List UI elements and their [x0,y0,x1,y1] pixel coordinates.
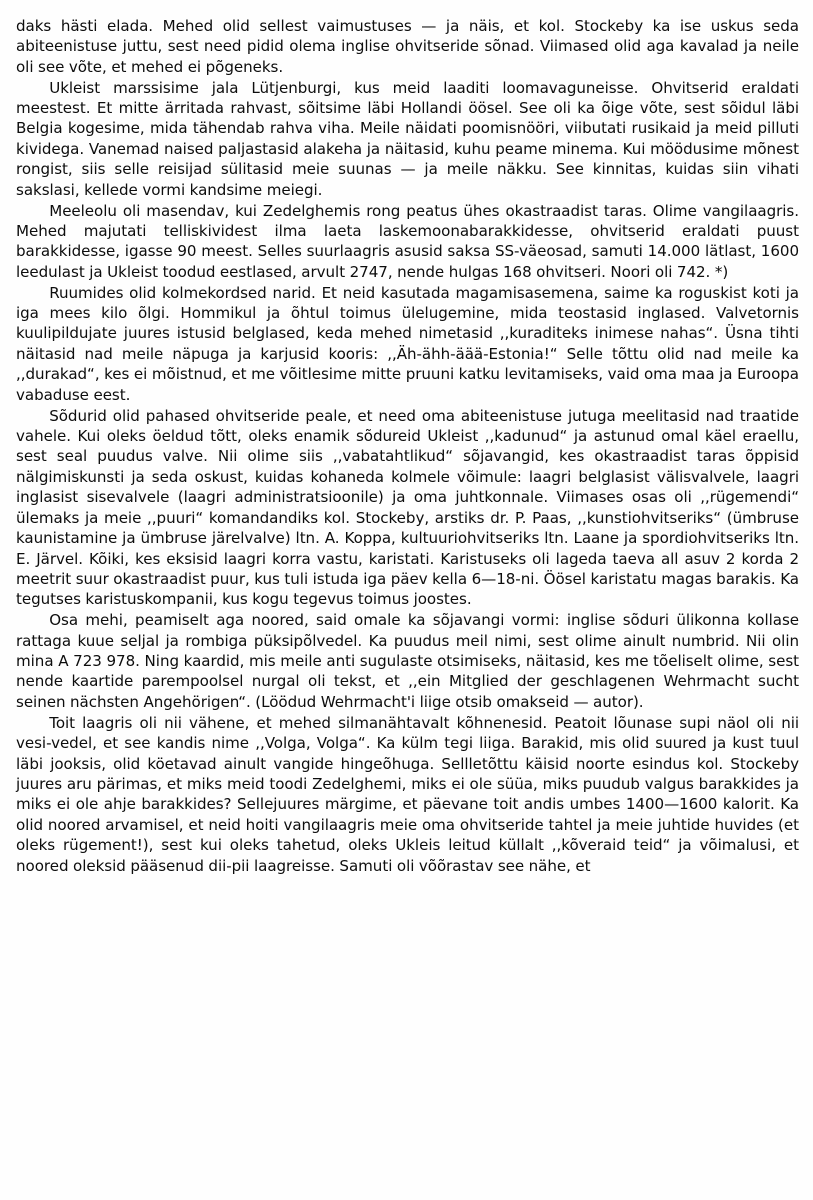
paragraph: Meeleolu oli masendav, kui Zedelghemis rong peatus ühes okastraadist taras. Olime vangilaagris. Mehed majutati telliskividest ilma laeta laskemoonabarakkidesse, ohvitserid eraldati puust barakkidesse, igasse 90 meest. Selles suurlaagris asusid saksa SS-väeosad, samuti 14.000 lätlast, 1600 leedulast ja Ukleist toodud eestlased, arvult 2747, nende hulgas 168 ohvitseri. Noori oli 742. *) [16,201,799,281]
paragraph: Osa mehi, peamiselt aga noored, said omale ka sõjavangi vormi: inglise sõduri ülikonna kollase rattaga kuue seljal ja rombiga püksipõlvedel. Ka puudus meil nimi, sest olime ainult numbrid. Nii olin mina A 723 978. Ning kaardid, mis meile anti sugulaste otsimiseks, näitasid, kes me tõeliselt olime, sest nende kaartide parempoolsel nurgal oli tekst, et ,,ein Mitglied der geschlagenen Wehrmacht sucht seinen nächsten Angehörigen“. (Löödud Wehrmacht'i liige otsib omakseid — autor). [16,611,799,711]
paragraph: Toit laagris oli nii vähene, et mehed silmanähtavalt kõhnenesid. Peatoit lõunase supi näol oli nii vesi-vedel, et see kandis nime ,,Volga, Volga“. Ka külm tegi liiga. Barakid, mis olid suured ja kust tuul läbi jooksis, olid köetavad ainult vangide hingeõhuga. Sellletõttu käisid noorte esindus kol. Stockeby juures aru pärimas, et miks meid toodi Zedelghemi, miks ei ole süüa, miks puudub valgus barakkides ja miks ei ole ahje barakkides? Sellejuures märgime, et päevane toit andis umbes 1400—1600 kalorit. Ka olid noored arvamisel, et neid hoiti vangilaagris meie oma ohvitseride tahtel ja meie juhtide huvides (et oleks rügement!), sest kui oleks tahetud, oleks Ukleis leitud küllalt ,,kõveraid teid“ ja võimalusi, et noored oleksid pääsenud dii-pii laagreisse. Samuti oli võõrastav see nähe, et [16,713,799,875]
paragraph: daks hästi elada. Mehed olid sellest vaimustuses — ja näis, et kol. Stockeby ka ise uskus seda abiteenistuse juttu, sest need pidid olema inglise ohvitseride sõnad. Viimased olid aga kavalad ja neile oli see võte, et mehed ei põgeneks. [16,17,799,76]
paragraph: Ukleist marssisime jala Lütjenburgi, kus meid laaditi loomavaguneisse. Ohvitserid eraldati meestest. Et mitte ärritada rahvast, sõitsime läbi Hollandi öösel. See oli ka õige võte, sest sõidul läbi Belgia kogesime, mida tähendab rahva viha. Meile näidati poomisnööri, viibutati rusikaid ja meid pilluti kividega. Vanemad naised paljastasid alakeha ja näitasid, kuhu peame minema. Kui möödusime mõnest rongist, siis selle reisijad sülitasid meie suunas — ja meile näkku. See kinnitas, kuidas siin vihati sakslasi, kellede vormi kandsime meiegi. [16,78,799,199]
document-text-body [16,16,799,876]
paragraph: Sõdurid olid pahased ohvitseride peale, et need oma abiteenistuse jutuga meelitasid nad traatide vahele. Kui oleks öeldud tõtt, oleks enamik sõdureid Ukleist ,,kadunud“ ja astunud omal käel eraellu, sest seal puudus valve. Nii olime siis ,,vabatahtlikud“ sõjavangid, kes okastraadist taras õppisid nälgimiskunsti ja seda oskust, kuidas kohaneda kolmele võimule: laagri belglasist välisvalvele, laagri inglasist sisevalvele (laagri administratsioonile) ja oma juhtkonnale. Viimases osas oli ,,rügemendi“ ülemaks ja meie ,,puuri“ komandandiks kol. Stockeby, arstiks dr. P. Paas, ,,kunstiohvitseriks“ (ümbruse kaunistamine ja ümbruse järelvalve) ltn. A. Koppa, kultuuriohvitseriks ltn. Laane ja spordiohvitseriks ltn. E. Järvel. Kõiki, kes eksisid laagri korra vastu, karistati. Karistuseks oli lageda taeva all asuv 2 korda 2 meetrit suur okastraadist puur, kus tuli istuda iga päev kella 6—18-ni. Öösel karistatu magas barakis. Ka tegutses karistuskompanii, kus kogu tegevus toimus joostes. [16,406,799,609]
paragraph: Ruumides olid kolmekordsed narid. Et neid kasutada magamisasemena, saime ka roguskist koti ja iga mees kilo õlgi. Hommikul ja õhtul toimus ülelugemine, mida teostasid inglased. Valvetornis kuulipildujate juures istusid belglased, keda mehed nimetasid ,,kuraditeks inimese nahas“. Üsna tihti näitasid nad meile näpuga ja karjusid kooris: ,,Äh-ähh-äää-Estonia!“ Selle tõttu olid nad meile ka ,,durakad“, kes ei mõistnud, et me võitlesime mitte pruuni katku levitamiseks, vaid oma maa ja Euroopa vabaduse eest. [16,283,799,404]
